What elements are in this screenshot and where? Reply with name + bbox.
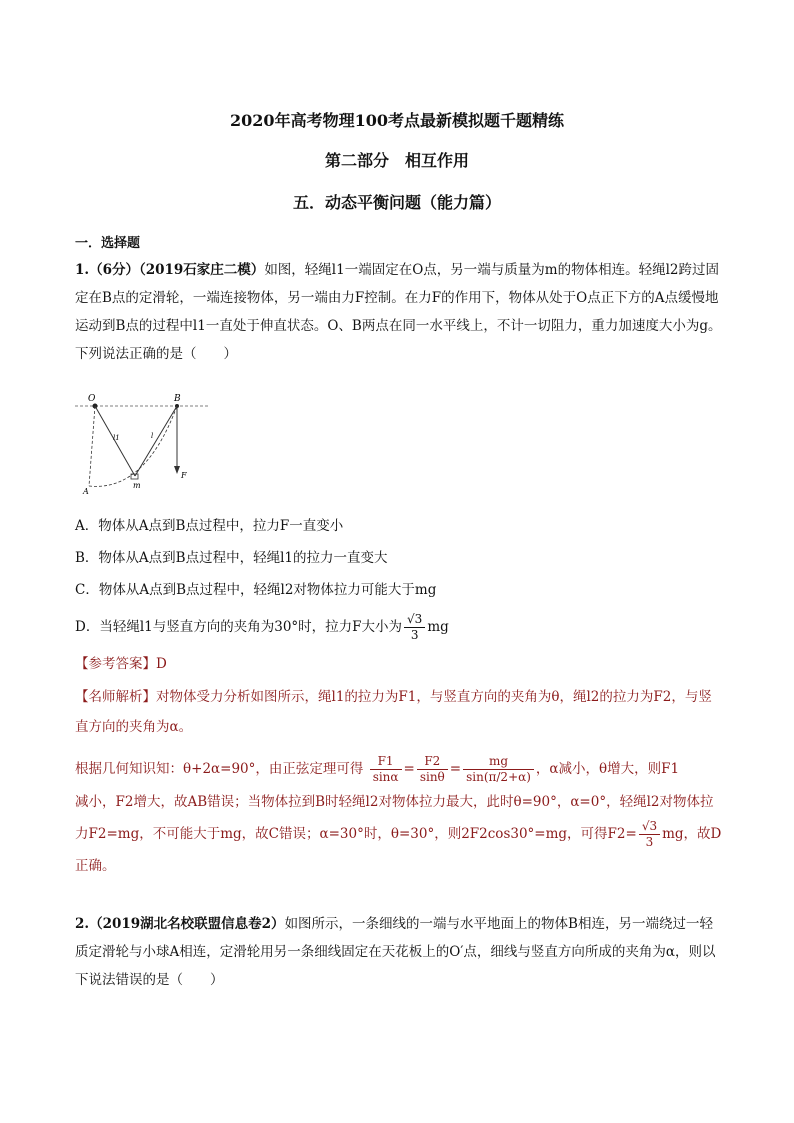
option-d-unit: mg xyxy=(427,619,449,635)
option-a[interactable]: A．物体从A点到B点过程中，拉力F一直变小 xyxy=(75,518,344,534)
result-denominator: 3 xyxy=(645,835,654,849)
option-d-numerator: √3 xyxy=(404,612,425,628)
label-F: F xyxy=(181,471,187,480)
section-heading: 一．选择题 xyxy=(75,236,141,251)
geometry2-post: mg，故D正确。 xyxy=(75,826,722,874)
equals-1: = xyxy=(403,761,415,777)
fraction-f2-result xyxy=(639,819,660,850)
fraction-f1 xyxy=(370,754,402,785)
f2-denominator: sinθ xyxy=(419,770,445,784)
geometry-post: ，α减小，θ增大，则F1 xyxy=(535,761,680,777)
question-1 xyxy=(75,256,725,368)
geometry2-text: 减小，F2增大，故AB错误；当物体拉到B时轻绳l2对物体拉力最大，此时θ=90°，α=0°，轻绳l2对物体拉力F2=mg，不可能大于mg，故C错误；α=30°时，θ=30°，则2F2cos30°=mg，可得F2= xyxy=(75,794,714,842)
fraction-mg xyxy=(463,754,534,785)
analysis-label: 【名师解析】 xyxy=(75,689,156,705)
label-A: A xyxy=(83,487,89,496)
label-m: m xyxy=(133,481,141,490)
analysis xyxy=(75,682,725,742)
question-1-number: 1.（6分）（2019石家庄二模） xyxy=(75,262,265,278)
f1-numerator: F1 xyxy=(370,754,402,770)
reference-answer: 【参考答案】D xyxy=(75,656,167,672)
label-l: l xyxy=(151,432,154,440)
question-1-text: 如图，轻绳l1一端固定在O点，另一端与质量为m的物体相连。轻绳l2跨过固定在B点的定滑轮，一端连接物体，另一端由力F控制。在力F的作用下，物体从处于O点正下方的A点缓慢地运动到B点的过程中l1一直处于伸直状态。O、B两点在同一水平线上，不计一切阻力，重力加速度大小为g。下列说法正确的是（ ） xyxy=(75,262,722,362)
option-c[interactable]: C．物体从A点到B点过程中，轻绳l2对物体拉力可能大于mg xyxy=(75,582,437,598)
label-O: O xyxy=(88,394,96,404)
mg-numerator: mg xyxy=(463,754,534,770)
geometry-continuation xyxy=(75,786,725,882)
part-title: 第二部分 相互作用 xyxy=(324,151,469,170)
equals-2: = xyxy=(449,761,462,777)
label-B: B xyxy=(174,394,181,404)
chapter-title: 五．动态平衡问题（能力篇） xyxy=(292,193,501,212)
fraction-f2 xyxy=(417,754,448,785)
geometry-text: 根据几何知识知：θ+2α=90°，由正弦定理可得 xyxy=(75,761,364,777)
f1-denominator: sinα xyxy=(372,770,399,784)
pendulum-diagram xyxy=(75,388,215,498)
f2-numerator: F2 xyxy=(417,754,448,770)
label-l1: l1 xyxy=(113,434,120,442)
option-d-text: D．当轻绳l1与竖直方向的夹角为30°时，拉力F大小为 xyxy=(75,619,403,635)
doc-title: 2020年高考物理100考点最新模拟题千题精练 xyxy=(230,111,564,130)
analysis-text: 对物体受力分析如图所示，绳l1的拉力为F1，与竖直方向的夹角为θ，绳l2的拉力为F2，与竖直方向的夹角为α。 xyxy=(75,689,712,735)
mg-denominator: sin(π/2+α) xyxy=(466,770,531,784)
geometry-line xyxy=(75,754,725,785)
question-2-number: 2.（2019湖北名校联盟信息卷2） xyxy=(75,916,285,932)
result-numerator: √3 xyxy=(639,819,660,835)
option-d-fraction xyxy=(404,612,425,643)
option-d-denominator: 3 xyxy=(410,628,419,642)
option-d[interactable] xyxy=(75,612,449,643)
option-b[interactable]: B．物体从A点到B点过程中，轻绳l1的拉力一直变大 xyxy=(75,550,388,566)
question-2 xyxy=(75,910,725,994)
question-2-text: 如图所示，一条细线的一端与水平地面上的物体B相连，另一端绕过一轻质定滑轮与小球A相连，定滑轮用另一条细线固定在天花板上的O′点，细线与竖直方向所成的夹角为α，则以下说法错误的是（ ） xyxy=(75,916,716,988)
